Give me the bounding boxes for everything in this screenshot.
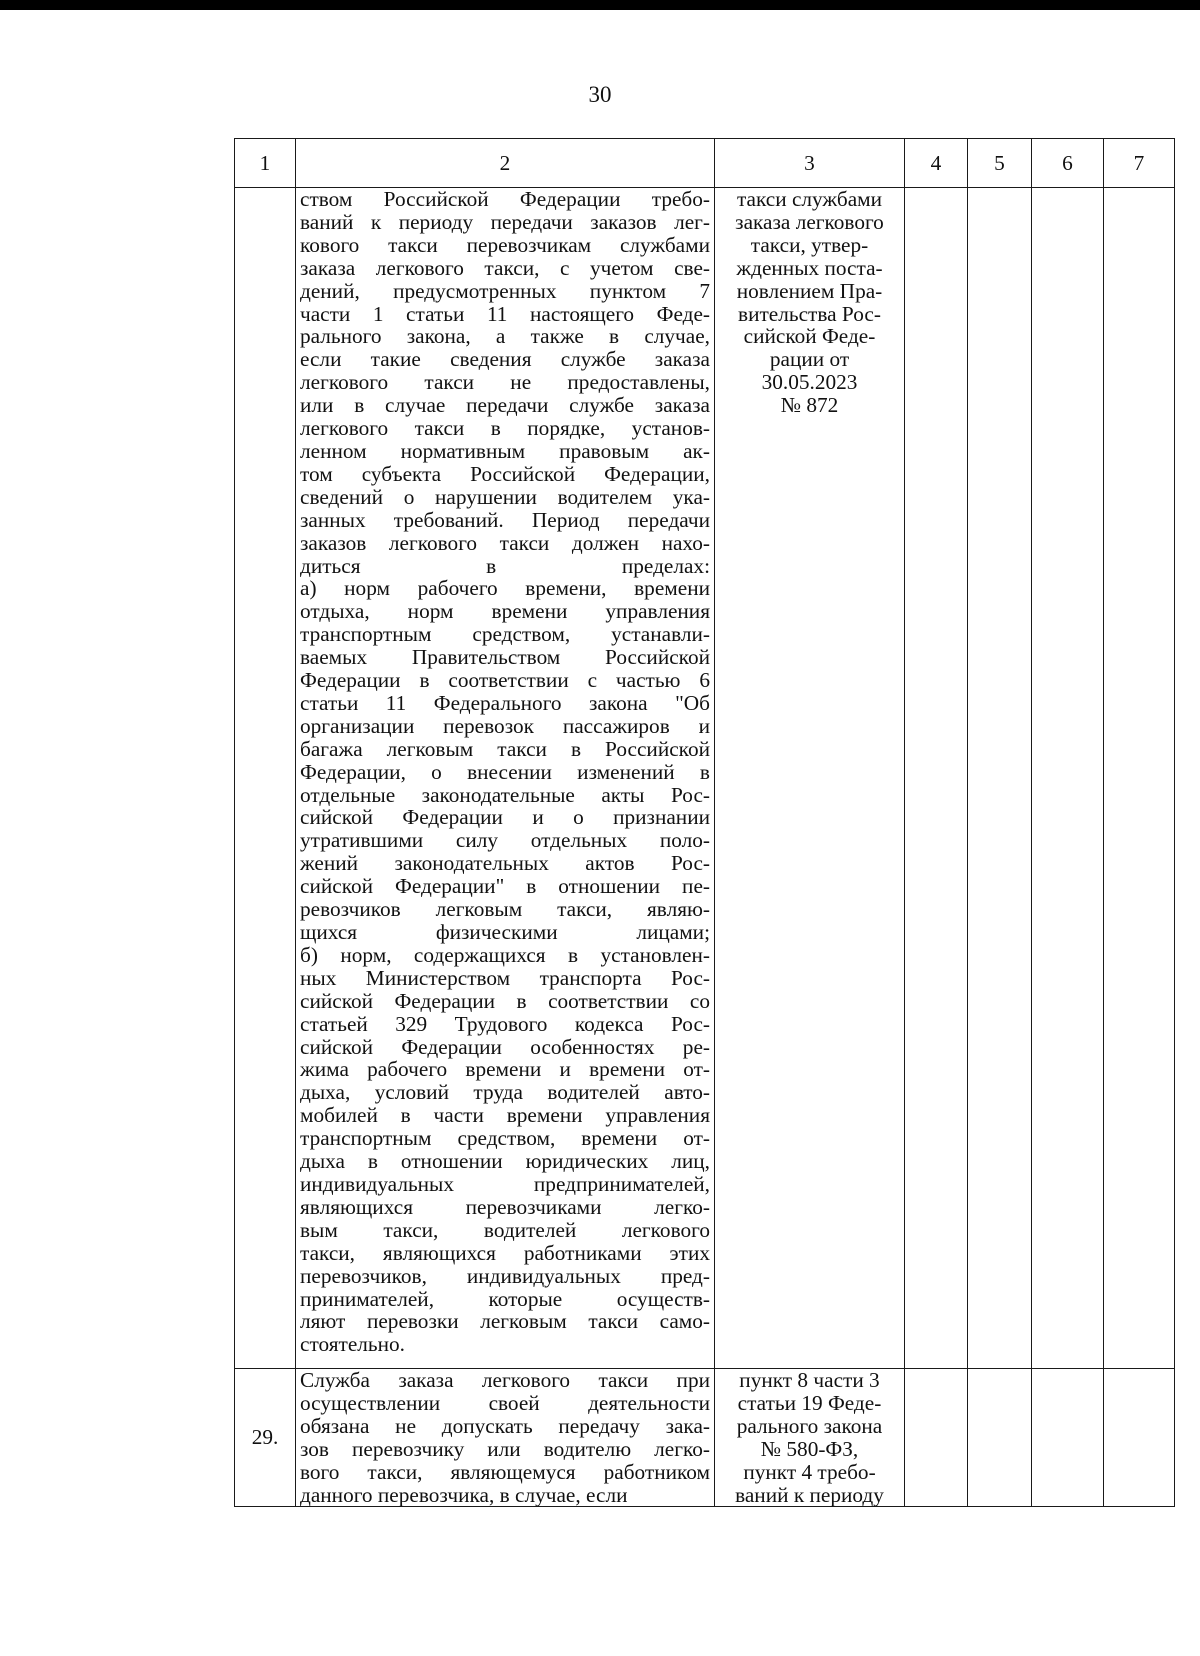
text-line: транспортным средством, устанавли-	[300, 622, 710, 647]
text-line: б) норм, содержащихся в установлен-	[300, 942, 710, 967]
text-line: вительства Рос-	[738, 301, 881, 326]
text-line: занных требований. Период передачи	[300, 507, 710, 532]
text-line: щихся физическими лицами;	[300, 920, 710, 944]
table-row-29	[235, 1369, 1175, 1507]
text-line: ваемых Правительством Российской	[300, 645, 710, 670]
text-line: № 580-ФЗ,	[760, 1436, 859, 1461]
text-line: сийской Федерации" в отношении пе-	[300, 874, 710, 899]
text-line: такси службами	[736, 187, 883, 211]
header-col-2: 2	[296, 139, 715, 188]
text-line: такси, являющихся работниками этих	[300, 1240, 710, 1265]
header-col-1: 1	[235, 139, 296, 188]
text-line: отдельные законодательные акты Рос-	[300, 782, 710, 807]
text-line: ляют перевозки легковым такси само-	[300, 1309, 710, 1334]
empty-cell-6	[1032, 1369, 1104, 1507]
text-line: рального закона	[736, 1413, 883, 1438]
header-col-5: 5	[968, 139, 1032, 188]
text-line: ством Российской Федерации требо-	[300, 187, 710, 211]
text-line: ревозчиков легковым такси, являю-	[300, 897, 710, 922]
row-number-cell	[235, 188, 296, 1369]
table-row-continued	[235, 188, 1175, 1369]
text-line: если такие сведения службе заказа	[300, 347, 710, 372]
text-line: сийской Федерации и о признании	[300, 805, 710, 830]
text-line: заказа легкового такси, с учетом све-	[300, 255, 710, 280]
text-line: сийской Федерации в соответствии со	[300, 988, 710, 1013]
text-line: пункт 8 части 3	[739, 1368, 880, 1392]
scan-top-border	[0, 0, 1200, 10]
page-number: 30	[588, 82, 612, 107]
text-line: ваний к периоду передачи заказов лег-	[300, 209, 710, 234]
text-line: перевозчиков, индивидуальных пред-	[300, 1263, 710, 1288]
text-line: рации от	[769, 347, 850, 372]
text-line: заказа легкового	[735, 209, 884, 234]
text-line: обязана не допускать передачу зака-	[300, 1413, 710, 1438]
text-line: вым такси, водителей легкового	[300, 1217, 710, 1242]
text-line: зов перевозчику или водителю легко-	[300, 1436, 710, 1461]
text-line: дыха, условий труда водителей авто-	[300, 1080, 710, 1105]
text-line: индивидуальных предпринимателей,	[300, 1171, 710, 1196]
text-line: багажа легковым такси в Российской	[300, 736, 710, 761]
row-number-cell: 29.	[235, 1369, 296, 1507]
text-line: дений, предусмотренных пунктом 7	[300, 278, 710, 303]
text-line: легкового такси в порядке, установ-	[300, 416, 710, 441]
text-line: сийской Феде-	[743, 324, 876, 349]
text-line: осуществлении своей деятельности	[300, 1390, 710, 1415]
text-line: статьи 19 Феде-	[737, 1390, 882, 1415]
empty-cell-4	[905, 188, 968, 1369]
text-line: том субъекта Российской Федерации,	[300, 461, 710, 486]
text-line: отдыха, норм времени управления	[300, 599, 710, 624]
text-line: Федерации, о внесении изменений в	[300, 759, 710, 784]
text-line: жденных поста-	[736, 255, 883, 280]
header-col-4: 4	[905, 139, 968, 188]
text-line: сийской Федерации особенностях ре-	[300, 1034, 710, 1059]
text-line: части 1 статьи 11 настоящего Феде-	[300, 301, 710, 326]
requirement-text-cell	[296, 1369, 715, 1507]
requirements-table	[234, 138, 1175, 1507]
text-line: жима рабочего времени и времени от-	[300, 1057, 710, 1082]
text-line: принимателей, которые осуществ-	[300, 1286, 710, 1311]
empty-cell-5	[968, 188, 1032, 1369]
text-line: такси, утвер-	[750, 232, 869, 257]
text-line: ваний к периоду	[735, 1482, 884, 1507]
text-line: № 872	[780, 393, 839, 418]
text-line: 30.05.2023	[761, 370, 858, 395]
text-line: а) норм рабочего времени, времени	[300, 576, 710, 601]
text-line: статьи 11 Федерального закона "Об	[300, 690, 710, 715]
text-line: легкового такси не предоставлены,	[300, 370, 710, 395]
text-line: заказов легкового такси должен нахо-	[300, 530, 710, 555]
text-line: или в случае передачи службе заказа	[300, 393, 710, 418]
header-col-6: 6	[1032, 139, 1104, 188]
text-line: статьей 329 Трудового кодекса Рос-	[300, 1011, 710, 1036]
text-line: пункт 4 требо-	[743, 1459, 876, 1484]
requirement-text-cell	[296, 188, 715, 1369]
legal-reference-cell	[715, 1369, 905, 1507]
text-line: Федерации в соответствии с частью 6	[300, 668, 710, 693]
text-line: сведений о нарушении водителем ука-	[300, 484, 710, 509]
text-line: стоятельно.	[300, 1332, 405, 1357]
text-line: транспортным средством, времени от-	[300, 1126, 710, 1151]
header-col-3: 3	[715, 139, 905, 188]
legal-reference-cell	[715, 188, 905, 1369]
text-line: утратившими силу отдельных поло-	[300, 828, 710, 853]
text-line: мобилей в части времени управления	[300, 1103, 710, 1128]
header-row	[235, 139, 1175, 188]
empty-cell-6	[1032, 188, 1104, 1369]
text-line: организации перевозок пассажиров и	[300, 713, 710, 738]
text-line: являющихся перевозчиками легко-	[300, 1194, 710, 1219]
text-line: ных Министерством транспорта Рос-	[300, 965, 710, 990]
text-line: вого такси, являющемуся работником	[300, 1459, 710, 1484]
text-line: диться в пределах:	[300, 553, 710, 578]
text-line: новлением Пра-	[736, 278, 883, 303]
legal-reference-text	[719, 188, 900, 417]
empty-cell-5	[968, 1369, 1032, 1507]
text-line: Служба заказа легкового такси при	[300, 1368, 710, 1392]
requirement-text	[300, 188, 710, 1356]
text-line: данного перевозчика, в случае, если	[300, 1482, 628, 1507]
empty-cell-7	[1104, 1369, 1175, 1507]
empty-cell-4	[905, 1369, 968, 1507]
text-line: кового такси перевозчикам службами	[300, 232, 710, 257]
empty-cell-7	[1104, 188, 1175, 1369]
header-col-7: 7	[1104, 139, 1175, 188]
legal-reference-text	[719, 1369, 900, 1506]
text-line: рального закона, а также в случае,	[300, 324, 710, 349]
text-line: ленном нормативным правовым ак-	[300, 438, 710, 463]
text-line: дыха в отношении юридических лиц,	[300, 1149, 710, 1174]
requirement-text	[300, 1369, 710, 1506]
text-line: жений законодательных актов Рос-	[300, 851, 710, 876]
